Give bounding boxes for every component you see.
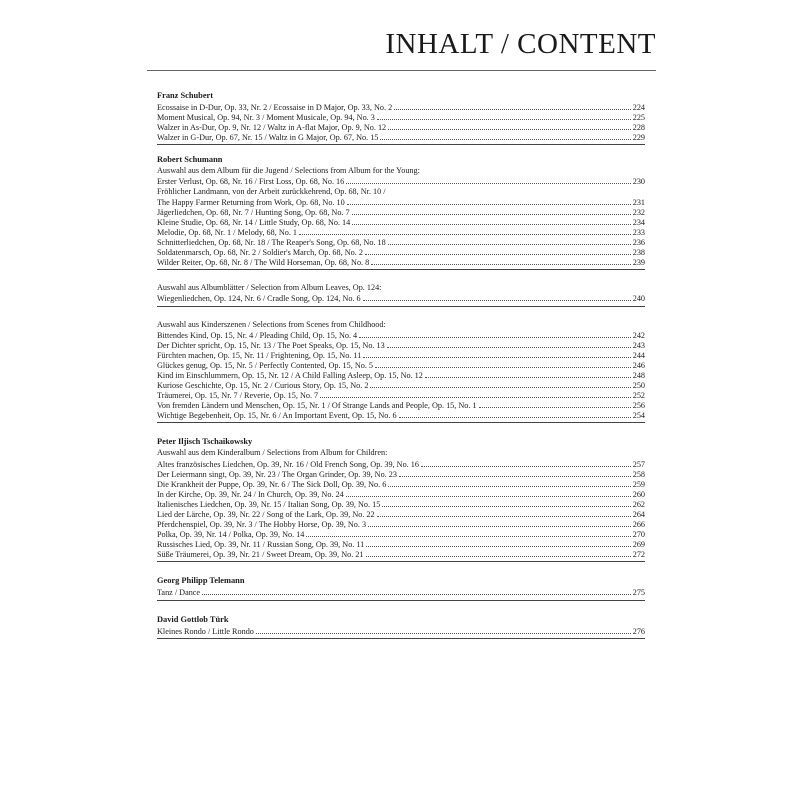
entry-title: Walzer in As-Dur, Op. 9, Nr. 12 / Waltz in A-flat Major, Op. 9, No. 12	[157, 123, 387, 133]
page-number: 264	[632, 510, 645, 519]
entry-title: Erster Verlust, Op. 68, Nr. 16 / First Loss, Op. 68, No. 16	[157, 177, 345, 187]
entry-title: Kind im Einschlummern, Op. 15, Nr. 12 / A Child Falling Asleep, Op. 15, No. 12	[157, 370, 423, 380]
entry-title: Russisches Lied, Op. 39, Nr. 11 / Russian Song, Op. 39, No. 11	[157, 540, 365, 550]
toc-entry[interactable]	[157, 112, 645, 122]
toc-entry[interactable]	[157, 489, 645, 499]
toc-entry[interactable]	[157, 539, 645, 549]
entry-title: Kuriose Geschichte, Op. 15, Nr. 2 / Curious Story, Op. 15, No. 2	[157, 381, 369, 391]
entry-title: Kleines Rondo / Little Rondo	[157, 626, 254, 636]
entry-title: Der Dichter spricht, Op. 15, Nr. 13 / The Poet Speaks, Op. 15, No. 13	[157, 340, 385, 350]
dot-leader	[299, 227, 631, 235]
page-number: 258	[632, 469, 645, 479]
composer-name: Peter Iljisch Tschaikowsky	[157, 437, 253, 447]
toc-entry[interactable]	[157, 459, 645, 469]
toc-entry[interactable]	[157, 330, 645, 340]
page-number: 256	[632, 401, 645, 411]
collection-heading: Auswahl aus Albumblätter / Selection from Album Leaves, Op. 124:	[157, 283, 382, 293]
page-number: 232	[632, 207, 645, 217]
page-number: 270	[632, 530, 645, 540]
entry-title: Der Leiermann singt, Op. 39, Nr. 23 / The Organ Grinder, Op. 39, No. 23	[157, 469, 397, 479]
entry-title: Bittendes Kind, Op. 15, Nr. 4 / Pleading Child, Op. 15, No. 4	[157, 330, 358, 340]
page-number: 252	[632, 391, 645, 401]
toc-entry[interactable]	[157, 102, 645, 112]
page-number: 262	[632, 499, 645, 509]
page-number: 246	[632, 360, 645, 370]
toc-entry[interactable]	[157, 197, 645, 207]
collection-section	[157, 320, 645, 424]
page-number: 228	[632, 123, 645, 133]
page-number: 244	[632, 350, 645, 360]
dot-leader	[399, 410, 631, 418]
toc-entry[interactable]	[157, 122, 645, 132]
toc-entry[interactable]	[157, 187, 645, 197]
toc-entry[interactable]	[157, 132, 645, 142]
entry-title: Fürchten machen, Op. 15, Nr. 11 / Frightening, Op. 15, No. 11	[157, 350, 362, 360]
entry-title: Ecossaise in D-Dur, Op. 33, Nr. 2 / Ecossaise in D Major, Op. 33, No. 2	[157, 103, 393, 112]
page-number: 239	[632, 258, 645, 268]
toc-entry[interactable]	[157, 176, 645, 186]
toc-entry[interactable]	[157, 293, 645, 303]
entry-title: In der Kirche, Op. 39, Nr. 24 / In Church, Op. 39, No. 24	[157, 489, 344, 499]
entry-title: Altes französisches Liedchen, Op. 39, Nr. 16 / Old French Song, Op. 39, No. 16	[157, 459, 419, 469]
page-number: 250	[632, 381, 645, 391]
dot-leader	[306, 529, 630, 537]
page-number: 225	[632, 113, 645, 123]
page-number: 224	[632, 103, 645, 112]
dot-leader	[347, 197, 631, 205]
dot-leader	[375, 360, 631, 368]
dot-leader	[320, 390, 631, 398]
composer-name: David Gottlob Türk	[157, 614, 229, 624]
entry-title: Die Krankheit der Puppe, Op. 39, Nr. 6 / The Sick Doll, Op. 39, No. 6	[157, 479, 387, 489]
dot-leader	[388, 237, 631, 245]
dot-leader	[479, 400, 631, 408]
dot-leader	[399, 469, 631, 477]
toc-entry[interactable]	[157, 340, 645, 350]
entry-title: Wilder Reiter, Op. 68, Nr. 8 / The Wild Horseman, Op. 68, No. 8	[157, 258, 370, 268]
toc-entry[interactable]	[157, 549, 645, 559]
collection-section	[157, 283, 645, 306]
page-number: 233	[632, 227, 645, 237]
collection-heading: Auswahl aus Kinderszenen / Selections from Scenes from Childhood:	[157, 319, 386, 329]
entry-title: Süße Träumerei, Op. 39, Nr. 21 / Sweet Dream, Op. 39, No. 21	[157, 550, 364, 560]
toc-entry[interactable]	[157, 257, 645, 267]
dot-leader	[366, 549, 631, 557]
dot-leader	[352, 207, 631, 215]
page-number: 248	[632, 370, 645, 380]
entry-title: Fröhlicher Landmann, von der Arbeit zurückkehrend, Op. 68, Nr. 10 /	[157, 186, 386, 196]
composer-section	[157, 575, 645, 600]
entry-title: Jägerliedchen, Op. 68, Nr. 7 / Hunting Song, Op. 68, No. 7	[157, 207, 350, 217]
toc-entry[interactable]	[157, 410, 645, 420]
entry-title: Walzer in G-Dur, Op. 67, Nr. 15 / Waltz in G Major, Op. 67, No. 15	[157, 133, 379, 143]
entry-title: Wiegenliedchen, Op. 124, Nr. 6 / Cradle Song, Op. 124, No. 6	[157, 294, 361, 304]
dot-leader	[346, 176, 630, 184]
page-title: INHALT / CONTENT	[385, 28, 656, 60]
page-number: 254	[632, 411, 645, 421]
entry-title: Träumerei, Op. 15, Nr. 7 / Reverie, Op. 15, No. 7	[157, 391, 319, 401]
dot-leader	[363, 350, 630, 358]
entry-title: Lied der Lärche, Op. 39, Nr. 22 / Song of the Lark, Op. 39, No. 22	[157, 510, 375, 519]
page-number: 236	[632, 238, 645, 248]
entry-title: Polka, Op. 39, Nr. 14 / Polka, Op. 39, No. 14	[157, 530, 305, 540]
dot-leader	[425, 370, 631, 378]
page-number: 275	[632, 588, 645, 598]
dot-leader	[371, 257, 630, 265]
entry-title: Italienisches Liedchen, Op. 39, Nr. 15 / Italian Song, Op. 39, No. 15	[157, 499, 381, 509]
dot-leader	[352, 217, 630, 225]
dot-leader	[377, 112, 631, 120]
entry-title: Soldatenmarsch, Op. 68, Nr. 2 / Soldier's March, Op. 68, No. 2	[157, 248, 363, 258]
toc-entry[interactable]	[157, 400, 645, 410]
dot-leader	[387, 340, 631, 348]
page-number: 242	[632, 330, 645, 340]
toc-entry[interactable]	[157, 350, 645, 360]
toc-entry[interactable]	[157, 217, 645, 227]
dot-leader	[377, 509, 631, 517]
dot-leader	[394, 102, 631, 110]
entry-title: Tanz / Dance	[157, 588, 201, 598]
page-number: 240	[632, 294, 645, 304]
page-number: 259	[632, 479, 645, 489]
dot-leader	[363, 293, 631, 301]
dot-leader	[388, 479, 630, 487]
entry-title: Pferdchenspiel, Op. 39, Nr. 3 / The Hobby Horse, Op. 39, No. 3	[157, 520, 367, 530]
table-of-contents	[157, 90, 645, 652]
toc-entry[interactable]	[157, 499, 645, 509]
page-number: 231	[632, 197, 645, 207]
toc-entry[interactable]	[157, 390, 645, 400]
title-divider	[147, 70, 656, 71]
dot-leader	[388, 122, 631, 130]
toc-entry[interactable]	[157, 247, 645, 257]
composer-section	[157, 436, 645, 562]
dot-leader	[359, 330, 631, 338]
toc-entry[interactable]	[157, 626, 645, 636]
toc-entry[interactable]	[157, 519, 645, 529]
toc-entry[interactable]	[157, 360, 645, 370]
entry-title: The Happy Farmer Returning from Work, Op. 68, No. 10	[157, 197, 345, 207]
toc-entry[interactable]	[157, 227, 645, 237]
dot-leader	[202, 587, 631, 595]
entry-title: Moment Musical, Op. 94, Nr. 3 / Moment Musicale, Op. 94, No. 3	[157, 113, 375, 123]
collection-heading: Auswahl aus dem Kinderalbum / Selections from Album for Children:	[157, 448, 388, 458]
toc-entry[interactable]	[157, 469, 645, 479]
page-number: 234	[632, 217, 645, 227]
page-number: 257	[632, 459, 645, 469]
dot-leader	[370, 380, 630, 388]
toc-entry[interactable]	[157, 370, 645, 380]
page-number: 276	[632, 626, 645, 636]
toc-entry[interactable]	[157, 237, 645, 247]
page-number: 260	[632, 489, 645, 499]
collection-heading: Auswahl aus dem Album für die Jugend / Selections from Album for the Young:	[157, 166, 420, 176]
composer-name: Georg Philipp Telemann	[157, 576, 245, 586]
page-number: 266	[632, 520, 645, 530]
entry-title: Glückes genug, Op. 15, Nr. 5 / Perfectly Contented, Op. 15, No. 5	[157, 360, 374, 370]
toc-entry[interactable]	[157, 587, 645, 597]
composer-section	[157, 154, 645, 270]
composer-section	[157, 90, 645, 145]
entry-title: Melodie, Op. 68, Nr. 1 / Melody, 68, No. 1	[157, 227, 298, 237]
dot-leader	[256, 626, 631, 634]
composer-name: Franz Schubert	[157, 91, 214, 100]
toc-entry[interactable]	[157, 509, 645, 519]
page-number: 269	[632, 540, 645, 550]
toc-entry[interactable]	[157, 380, 645, 390]
page-number: 229	[632, 133, 645, 143]
dot-leader	[368, 519, 631, 527]
dot-leader	[346, 489, 631, 497]
dot-leader	[382, 499, 630, 507]
toc-entry[interactable]	[157, 479, 645, 489]
dot-leader	[366, 539, 630, 547]
composer-name: Robert Schumann	[157, 155, 223, 165]
toc-entry[interactable]	[157, 529, 645, 539]
page-number: 243	[632, 340, 645, 350]
dot-leader	[365, 247, 631, 255]
page-number: 238	[632, 248, 645, 258]
page-number: 230	[632, 177, 645, 187]
page-number: 272	[632, 550, 645, 560]
entry-title: Schnitterliedchen, Op. 68, Nr. 18 / The Reaper's Song, Op. 68, No. 18	[157, 238, 386, 248]
toc-entry[interactable]	[157, 207, 645, 217]
entry-title: Von fremden Ländern und Menschen, Op. 15, Nr. 1 / Of Strange Lands and People, Op. 15, No. 1	[157, 401, 477, 411]
dot-leader	[421, 459, 631, 467]
entry-title: Kleine Studie, Op. 68, Nr. 14 / Little Study, Op. 68, No. 14	[157, 217, 351, 227]
dot-leader	[380, 132, 630, 140]
entry-title: Wichtige Begebenheit, Op. 15, Nr. 6 / An Important Event, Op. 15, No. 6	[157, 411, 397, 421]
composer-section	[157, 614, 645, 639]
